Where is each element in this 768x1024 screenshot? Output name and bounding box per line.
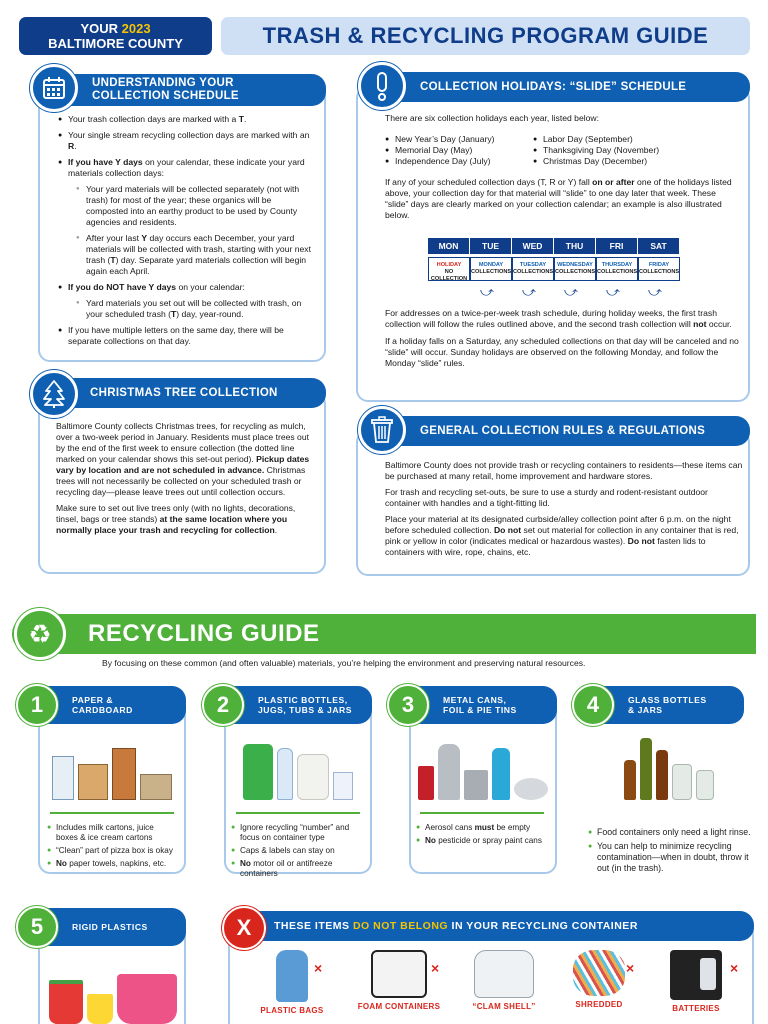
category-number: 2: [202, 684, 244, 726]
schedule-bullet-recycling: ● Your single stream recycling collection days are marked with an R.: [58, 130, 314, 152]
schedule-sub-yard-2: ● After your last Y day occurs each December, your yard materials will be collected with trash, starting with your next trash (T) day. Separate yard materials collection will begin again each April.: [76, 233, 314, 277]
rules-p3: Place your material at its designated curbside/alley collection point after 6 p.m. on the night before scheduled collection. Do not set out material for collection in any container that is red, pink or yellow in color (indicates medical or hazardous wastes). Do not fasten lids to containers with wire, rope, chains, etc.: [385, 514, 739, 557]
badge-your: YOUR: [80, 21, 118, 36]
christmas-body: [56, 421, 314, 536]
rigid-plastics-image: [48, 962, 178, 1024]
prohibited-mark-icon: ×: [730, 960, 739, 976]
cal-day-mon: MON: [428, 238, 470, 254]
category-item: ● Ignore recycling “number” and focus on container type: [231, 823, 363, 843]
category-item: ● “Clean” part of pizza box is okay: [47, 846, 177, 856]
holidays-saturday: If a holiday falls on a Saturday, any scheduled collections on that day will be canceled and no “slide” will occur. Sunday holidays are observed on the following Monday, and follow the Monday “slide” rules.: [385, 336, 739, 368]
curved-arrow-icon: ⤻: [564, 284, 578, 299]
cal-day-wed: WED: [512, 238, 554, 254]
recycling-intro: By focusing on these common (and often valuable) materials, you’re helping the environment and preserving natural resources.: [102, 658, 586, 668]
plastic-bottles-image: [232, 730, 364, 800]
category-item: ● No motor oil or antifreeze containers: [231, 859, 363, 879]
schedule-bullet-ydays: ● If you have Y days on your calendar, these indicate your yard materials collection days: ● Your yard materials will be collected separately (not with trash) for most of the year; these organics will be composted into an earthy product to be used by County agencies and residents. ● After your last Y day occurs each December, your yard materials will be collected with trash, starting with your next trash (T) day. Separate yard materials collection will begin again each April.: [58, 157, 314, 277]
cal-day-fri: FRI: [596, 238, 638, 254]
not-belong-foam-containers: FOAM CONTAINERS: [352, 950, 446, 1011]
category-item: ● Aerosol cans must be empty: [416, 823, 548, 833]
cal-day-tue: TUE: [470, 238, 512, 254]
foam-container-icon: [371, 950, 427, 998]
category-number: 1: [16, 684, 58, 726]
category-rigid-heading: RIGID PLASTICS: [38, 908, 186, 946]
schedule-body: [58, 114, 314, 352]
category-item: ● Food containers only need a light rinse.: [588, 827, 752, 838]
exclamation-icon: [358, 62, 406, 110]
category-item: ● Caps & labels can stay on: [231, 846, 363, 856]
schedule-title-2: COLLECTION SCHEDULE: [92, 90, 239, 102]
plastic-bag-icon: [276, 950, 308, 1002]
category-paper-heading: PAPER & CARDBOARD: [38, 686, 186, 724]
year-badge: [19, 17, 212, 55]
recycling-title: RECYCLING GUIDE: [88, 620, 320, 647]
category-number: 4: [572, 684, 614, 726]
trash-can-icon: [358, 406, 406, 454]
rules-title: GENERAL COLLECTION RULES & REGULATIONS: [420, 424, 706, 437]
schedule-title-1: UNDERSTANDING YOUR: [92, 77, 234, 89]
divider: [50, 812, 174, 814]
holidays-body: [385, 113, 735, 221]
badge-county: BALTIMORE COUNTY: [48, 36, 183, 51]
holidays-heading: [368, 72, 750, 102]
cal-cell: THURSDAY COLLECTIONS: [596, 257, 638, 281]
holiday-item: ● Labor Day (September): [533, 134, 659, 145]
curved-arrow-icon: ⤻: [648, 284, 662, 299]
category-metal-heading: METAL CANS, FOIL & PIE TINS: [409, 686, 557, 724]
schedule-heading: [38, 74, 326, 106]
category-plastic-heading: PLASTIC BOTTLES, JUGS, TUBS & JARS: [224, 686, 372, 724]
recycle-icon: ♻: [14, 608, 66, 660]
christmas-heading: [38, 378, 326, 408]
metal-cans-image: [418, 730, 548, 800]
christmas-p1: Baltimore County collects Christmas trees, for recycling as mulch, over a two-week period in January. Residents must place trees out by the end of the first week to ensure collection (the dotted line marked on your calendar shows this set-out period). Pickup dates vary by location and are not scheduled in advance. Christmas trees will not necessarily be collected on your scheduled trash or recycling day—please leave trees out until collection occurs.: [56, 421, 310, 497]
schedule-sub-no-y: ● Yard materials you set out will be collected with trash, on your scheduled trash (T) day, year-round.: [76, 298, 314, 320]
cal-cell-holiday: HOLIDAY NO COLLECTION: [428, 257, 470, 281]
holidays-slide-paragraph: If any of your scheduled collection days (T, R or Y) fall on or after one of the holidays listed above, your collection day for that material will “slide” to one day later that week. These “slide” days are clearly marked on your collection calendar; an example is also illustrated below.: [385, 177, 732, 220]
cal-cell: TUESDAY COLLECTIONS: [512, 257, 554, 281]
prohibited-mark-icon: ×: [626, 960, 635, 976]
category-number: 5: [16, 906, 58, 948]
category-number: 3: [387, 684, 429, 726]
holiday-item: ● Thanksgiving Day (November): [533, 145, 659, 156]
tree-icon: [30, 370, 78, 418]
divider: [420, 812, 544, 814]
glass-bottles-image: [614, 728, 724, 800]
holidays-footer-text: [385, 308, 747, 369]
schedule-sub-yard-1: ● Your yard materials will be collected separately (not with trash) for most of the year; these organics will be composted into an earthy product to be used by County agencies and residents.: [76, 184, 314, 228]
curved-arrow-icon: ⤻: [480, 284, 494, 299]
clam-shell-icon: [474, 950, 534, 998]
cal-day-thu: THU: [554, 238, 596, 254]
calendar-icon: [30, 64, 78, 112]
shredded-paper-icon: [573, 950, 625, 996]
holiday-item: ● New Year’s Day (January): [385, 134, 533, 145]
not-belong-clam-shell: “CLAM SHELL”: [462, 950, 546, 1011]
cal-cell: WEDNESDAY COLLECTIONS: [554, 257, 596, 281]
holidays-twice-week: For addresses on a twice-per-week trash schedule, during holiday weeks, the first trash collection will follow the rules outlined above, and the second trash collection will not occur.: [385, 308, 732, 329]
holiday-item: ● Christmas Day (December): [533, 156, 659, 167]
christmas-p2: Make sure to set out live trees only (with no lights, decorations, tinsel, bags or tree stands) at the same location where you normally place your trash and recycling for collection.: [56, 503, 296, 535]
not-belong-heading: THESE ITEMS DO NOT BELONG IN YOUR RECYCLING CONTAINER: [228, 911, 754, 941]
divider: [236, 812, 360, 814]
badge-year: 2023: [121, 21, 151, 36]
category-item: ● Includes milk cartons, juice boxes & ice cream cartons: [47, 823, 177, 843]
prohibited-mark-icon: ×: [431, 960, 440, 976]
cal-day-sat: SAT: [638, 238, 680, 254]
category-glass-heading: GLASS BOTTLES & JARS: [594, 686, 744, 724]
category-item: ● No paper towels, napkins, etc.: [47, 859, 177, 869]
not-belong-batteries: BATTERIES: [660, 950, 732, 1013]
category-paper-list: [47, 823, 177, 872]
prohibited-x-icon: X: [222, 906, 266, 950]
category-item: ● You can help to minimize recycling contamination—when in doubt, throw it out (in the trash).: [588, 841, 752, 874]
slide-calendar: [428, 238, 680, 298]
rules-p1: Baltimore County does not provide trash or recycling containers to residents—these items can be purchased at many retail, home improvement and hardware stores.: [385, 460, 743, 481]
schedule-bullet-no-ydays: ● If you do NOT have Y days on your calendar: ● Yard materials you set out will be collected with trash, on your scheduled trash (T) day, year-round.: [58, 282, 314, 320]
page-title: TRASH & RECYCLING PROGRAM GUIDE: [221, 17, 750, 55]
rules-body: [385, 460, 743, 558]
holidays-title: COLLECTION HOLIDAYS: “SLIDE” SCHEDULE: [420, 80, 687, 93]
prohibited-mark-icon: ×: [314, 960, 323, 976]
category-item: ● No pesticide or spray paint cans: [416, 836, 548, 846]
category-glass-list: [588, 827, 752, 877]
cal-cell: MONDAY COLLECTIONS: [470, 257, 512, 281]
curved-arrow-icon: ⤻: [606, 284, 620, 299]
holidays-intro: There are six collection holidays each year, listed below:: [385, 113, 599, 123]
schedule-bullet-multiple: ● If you have multiple letters on the same day, there will be separate collections on that day.: [58, 325, 314, 347]
curved-arrow-icon: ⤻: [522, 284, 536, 299]
calendar-cells: [428, 254, 680, 281]
slide-arrows: [428, 285, 680, 298]
schedule-bullet-trash: ● Your trash collection days are marked with a T.: [58, 114, 314, 125]
category-plastic-list: [231, 823, 363, 882]
cal-cell: FRIDAY COLLECTIONS: [638, 257, 680, 281]
battery-icon: [670, 950, 722, 1000]
paper-cardboard-image: [48, 730, 176, 800]
rules-p2: For trash and recycling set-outs, be sure to use a sturdy and rodent-resistant outdoor container with handles and a tight-fitting lid.: [385, 487, 708, 508]
rules-heading: [368, 416, 750, 446]
holidays-list-left: [385, 134, 533, 167]
holiday-item: ● Memorial Day (May): [385, 145, 533, 156]
not-belong-shredded: SHREDDED: [562, 950, 636, 1009]
holidays-list-right: [533, 134, 659, 167]
category-metal-list: [416, 823, 548, 849]
christmas-title: CHRISTMAS TREE COLLECTION: [90, 386, 278, 399]
not-belong-plastic-bags: PLASTIC BAGS: [256, 950, 328, 1015]
calendar-header: [428, 238, 680, 254]
holiday-item: ● Independence Day (July): [385, 156, 533, 167]
